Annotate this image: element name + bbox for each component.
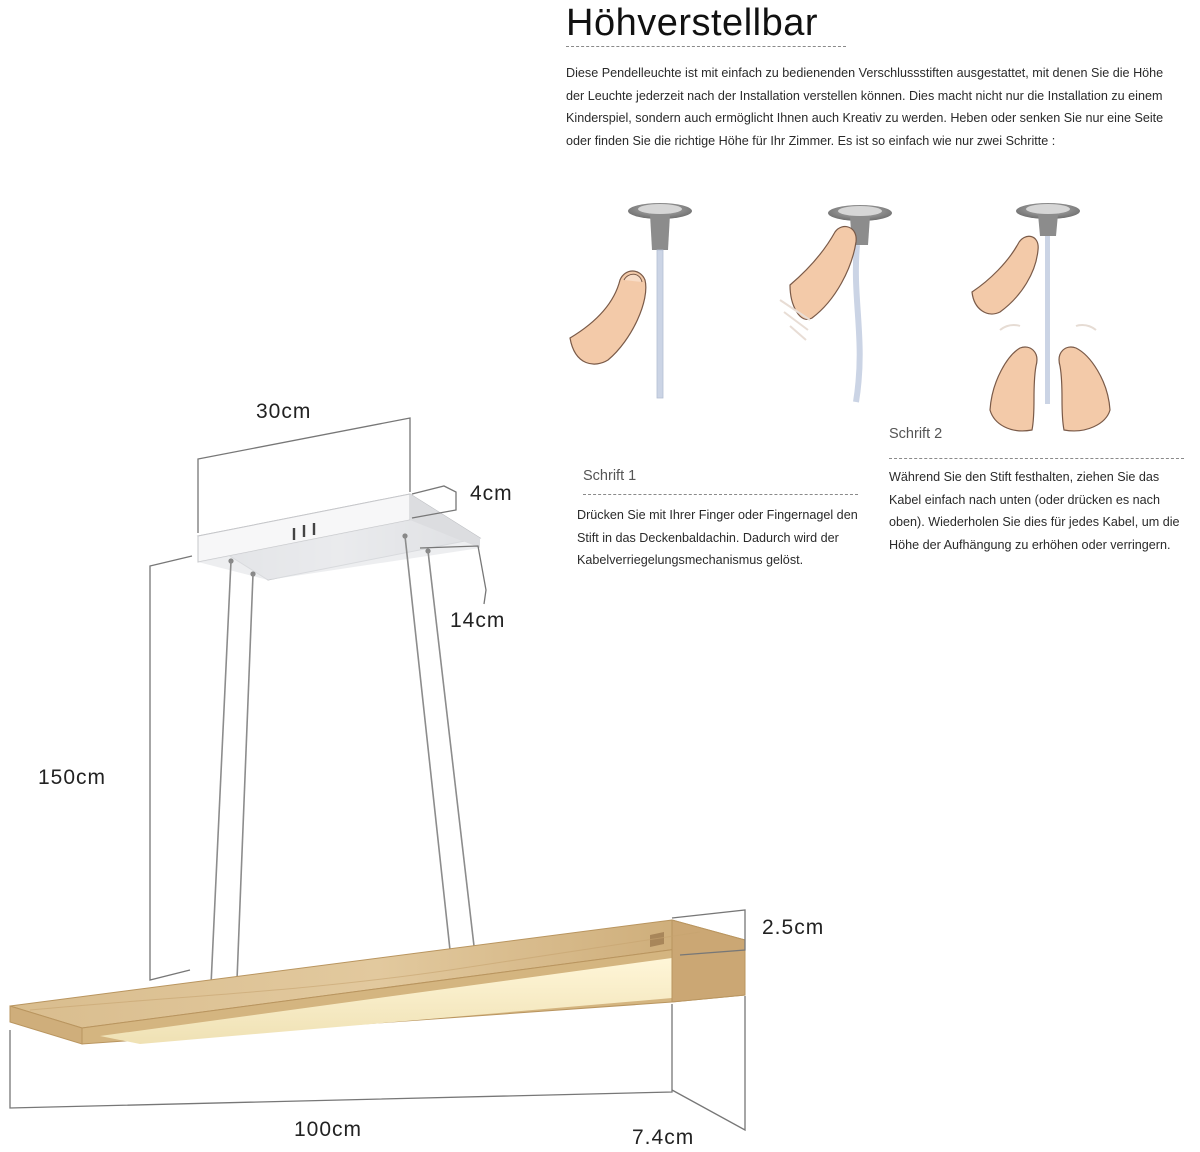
step-1-text: Drücken Sie mit Ihrer Finger oder Fingernagel den Stift in das Deckenbaldachin. Dadurch wird der Kabelverriegelungsmechanismus gelöst. <box>577 508 858 567</box>
intro-paragraph: Diese Pendelleuchte ist mit einfach zu bedienenden Verschlussstiften ausgestattet, mit denen Sie die Höhe der Leuchte jederzeit nach der Installation verstellen können. Dies macht nicht nur die Installation zu einem Kinderspiel, sondern auch ermöglicht Ihnen auch Kreativ zu werden. Heben oder senken Sie nur eine Seite oder finden Sie die richtige Höhe für Ihr Zimmer. Es ist so einfach wie nur zwei Schritte : <box>566 66 1164 148</box>
lamp-depth-label: 7.4cm <box>632 1126 695 1149</box>
canopy-length-label: 30cm <box>256 400 312 423</box>
step-2-text: Während Sie den Stift festhalten, ziehen Sie das Kabel einfach nach unten (oder drücken es nach oben). Wiederholen Sie dies für jedes Kabel, um die Höhe der Aufhängung zu erhöhen oder verringern. <box>889 470 1180 552</box>
step-1-title: Schrift 1 <box>583 468 637 484</box>
title-divider <box>566 46 846 47</box>
step-1-illustration <box>570 203 692 398</box>
step-1-divider <box>583 494 858 495</box>
suspension-length-label: 150cm <box>38 766 107 789</box>
page-title: Höhverstellbar <box>566 2 818 44</box>
step-2-title: Schrift 2 <box>889 426 943 442</box>
canopy-height-label: 4cm <box>470 482 513 505</box>
step-2-illustration <box>972 203 1110 431</box>
canopy-depth-label: 14cm <box>450 609 506 632</box>
lamp-drawing <box>10 494 745 1044</box>
step-1b-illustration <box>780 205 892 402</box>
lamp-height-label: 2.5cm <box>762 916 825 939</box>
lamp-length-label: 100cm <box>294 1118 363 1141</box>
step-2-divider <box>889 458 1184 459</box>
